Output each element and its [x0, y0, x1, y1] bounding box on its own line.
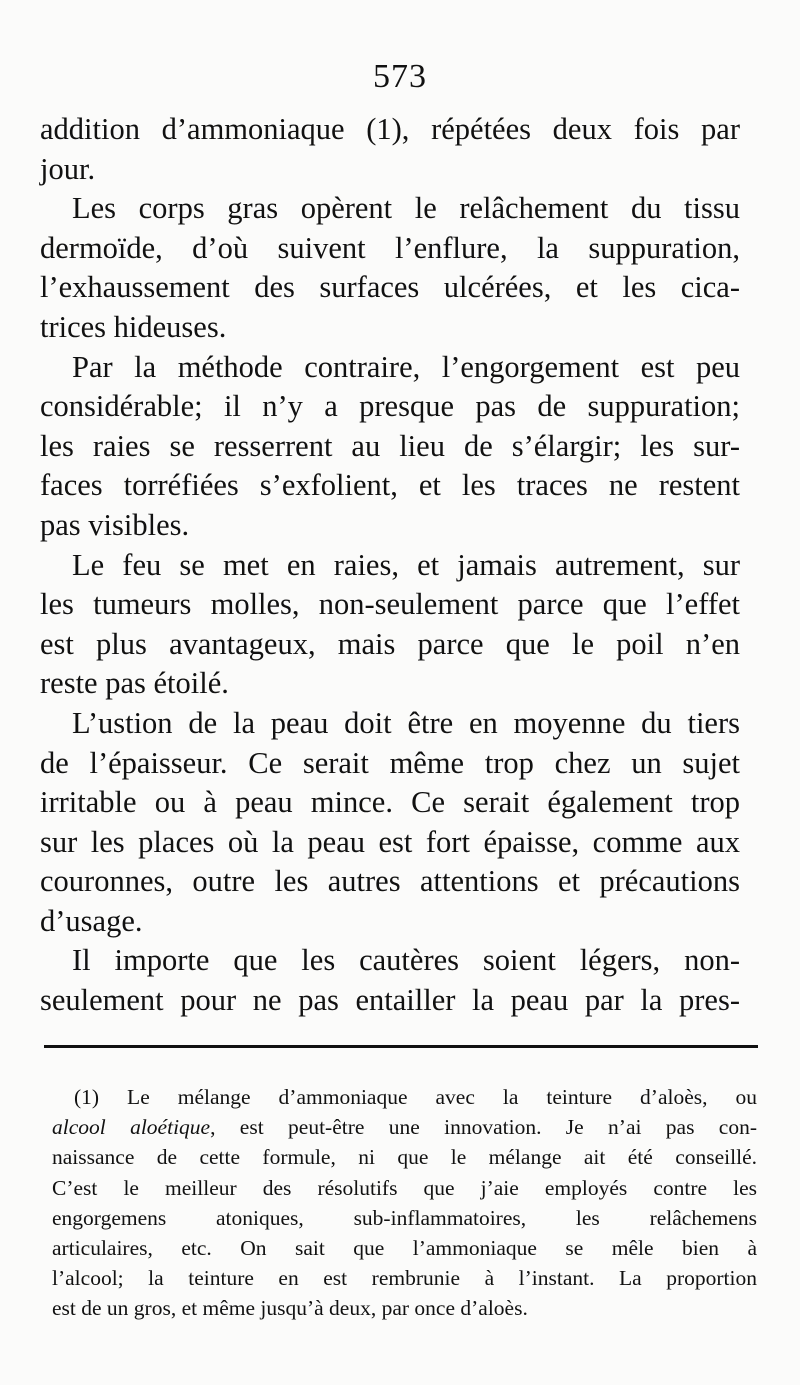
text-line: L’ustion de la peau doit être en moyenne du tiers [72, 705, 740, 740]
text-line: pas visibles. [40, 507, 190, 542]
text-line: est plus avantageux, mais parce que le poil n’en [40, 626, 740, 661]
footnote-line: engorgemens atoniques, sub-inflammatoires, les relâchemens [52, 1205, 757, 1230]
text-line: dermoïde, d’où suivent l’enflure, la suppuration, [40, 230, 740, 265]
text-line: Les corps gras opèrent le relâchement du tissu [72, 191, 740, 226]
text-line: sur les places où la peau est fort épaisse, comme aux [40, 824, 740, 859]
text-line: l’exhaussement des surfaces ulcérées, et les cica- [40, 270, 740, 305]
text-line: seulement pour ne pas entailler la peau par la pres- [40, 983, 740, 1018]
footnote-line: C’est le meilleur des résolutifs que j’aie employés contre les [52, 1175, 757, 1200]
footnote-line: est de un gros, et même jusqu’à deux, par once d’aloès. [52, 1296, 528, 1321]
page-number: 573 [373, 58, 427, 95]
text-line: couronnes, outre les autres attentions et précautions [40, 864, 740, 899]
text-line: Il importe que les cautères soient légers, non- [72, 943, 740, 978]
text-line: les raies se resserrent au lieu de s’élargir; les sur- [40, 428, 740, 463]
footnote-line: (1) Le mélange d’ammoniaque avec la teinture d’aloès, ou [74, 1085, 757, 1109]
text-line: de l’épaisseur. Ce serait même trop chez un sujet [40, 745, 740, 780]
text-line: addition d’ammoniaque (1), répétées deux fois par [40, 112, 740, 146]
text-line: les tumeurs molles, non-seulement parce que l’effet [40, 587, 740, 622]
footnote-italic-term: alcool aloétique [52, 1115, 211, 1140]
footnote-line: l’alcool; la teinture en est rembrunie à l’instant. La proportion [52, 1266, 757, 1291]
text-line: reste pas étoilé. [40, 666, 229, 701]
text-line: trices hideuses. [40, 309, 227, 344]
footnote-separator [44, 1045, 758, 1048]
footnote-line: articulaires, etc. On sait que l’ammoniaque se mêle bien à [52, 1235, 757, 1260]
text-line: irritable ou à peau mince. Ce serait également trop [40, 785, 740, 820]
footnote-line-rest: , est peut-être une innovation. Je n’ai pas con- [210, 1115, 758, 1140]
text-line: Par la méthode contraire, l’engorgement est peu [72, 349, 740, 384]
text-line: Le feu se met en raies, et jamais autrement, sur [72, 547, 740, 582]
footnote [52, 1082, 757, 1324]
text-line: considérable; il n’y a presque pas de suppuration; [40, 389, 740, 424]
text-line: faces torréfiées s’exfolient, et les traces ne restent [40, 468, 740, 503]
text-line: jour. [40, 151, 96, 186]
footnote-line: naissance de cette formule, ni que le mélange ait été conseillé. [52, 1145, 757, 1170]
text-line: d’usage. [40, 903, 143, 938]
footnote-line [52, 1112, 757, 1142]
main-text [40, 110, 740, 1021]
